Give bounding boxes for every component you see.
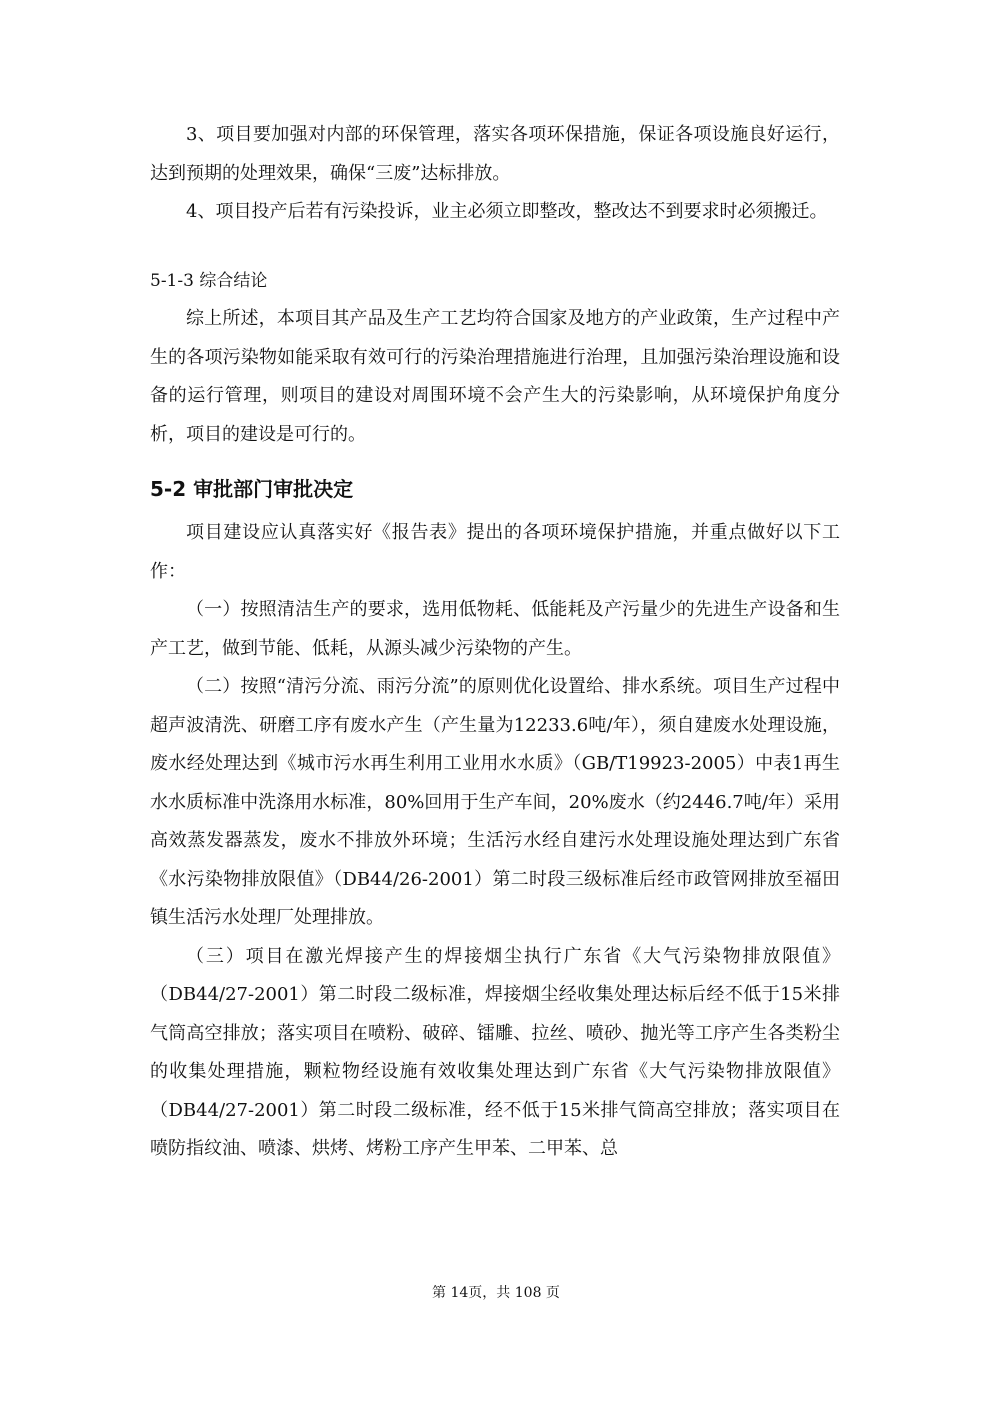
section-item-2: （二）按照“清污分流、雨污分流”的原则优化设置给、排水系统。项目生产过程中超声波清洗、研磨工序有废水产生（产生量为12233.6吨/年），须自建废水处理设施，废水经处理达到《城市污水再生利用工业用水水质》（GB/T19923-2005）中表1再生水水质标准中洗涤用水标准，80%回用于生产车间，20%废水（约2446.7吨/年）采用高效蒸发器蒸发，废水不排放外环境；生活污水经自建污水处理设施处理达到广东省《水污染物排放限值》（DB44/26-2001）第二时段三级标准后经市政管网排放至福田镇生活污水处理厂处理排放。 [150,676,840,928]
page-footer: 第 14页，共 108 页 [432,1285,560,1301]
section-item-3: （三）项目在激光焊接产生的焊接烟尘执行广东省《大气污染物排放限值》（DB44/27-2001）第二时段二级标准，焊接烟尘经收集处理达标后经不低于15米排气筒高空排放；落实项目在喷粉、破碎、镭雕、拉丝、喷砂、抛光等工序产生各类粉尘的收集处理措施，颗粒物经设施有效收集处理达到广东省《大气污染物排放限值》（DB44/27-2001）第二时段二级标准，经不低于15米排气筒高空排放；落实项目在喷防指纹油、喷漆、烘烤、烤粉工序产生甲苯、二甲苯、总 [150,945,840,1159]
section-item-1: （一）按照清洁生产的要求，选用低物耗、低能耗及产污量少的先进生产设备和生产工艺，做到节能、低耗，从源头减少污染物的产生。 [150,599,840,659]
conclusion-text: 综上所述，本项目其产品及生产工艺均符合国家及地方的产业政策，生产过程中产生的各项污染物如能采取有效可行的污染治理措施进行治理，且加强污染治理设施和设备的运行管理，则项目的建设对周围环境不会产生大的污染影响，从环境保护角度分析，项目的建设是可行的。 [150,308,840,445]
page-content [150,116,840,1169]
section-intro: 项目建设应认真落实好《报告表》提出的各项环境保护措施，并重点做好以下工作： [150,522,840,582]
paragraph-item-3: 3、项目要加强对内部的环保管理，落实各项环保措施，保证各项设施良好运行，达到预期的处理效果，确保“三废”达标排放。 [150,124,840,184]
conclusion-heading: 5-1-3 综合结论 [150,270,268,291]
section-title: 5-2 审批部门审批决定 [150,477,354,501]
paragraph-item-4: 4、项目投产后若有污染投诉，业主必须立即整改，整改达不到要求时必须搬迁。 [186,201,828,222]
